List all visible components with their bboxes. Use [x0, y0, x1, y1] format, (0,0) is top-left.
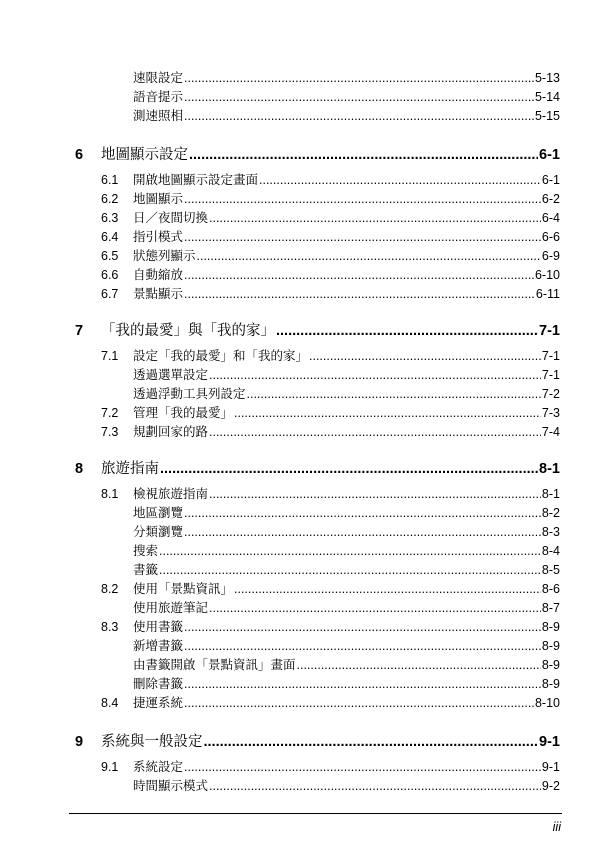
toc-entry[interactable]	[0, 695, 560, 711]
toc-entry-number: 6.7	[101, 287, 119, 301]
toc-entry-number: 6.1	[101, 173, 119, 187]
toc-leader-dots	[184, 695, 534, 711]
toc-entry-page: 7-3	[541, 406, 560, 420]
toc-entry-page: 8-1	[541, 487, 560, 501]
toc-chapter-number: 6	[75, 147, 84, 163]
toc-chapter[interactable]	[0, 322, 560, 340]
toc-entry-page: 8-6	[541, 582, 560, 596]
toc-entry-page: 8-2	[541, 506, 560, 520]
toc-entry-title: 地區瀏覽	[133, 506, 184, 520]
toc-entry[interactable]	[0, 424, 560, 440]
toc-leader-dots	[247, 386, 541, 402]
toc-entry-page: 6-11	[535, 287, 560, 301]
toc-leader-dots	[209, 210, 541, 226]
toc-entry-page: 7-2	[541, 387, 560, 401]
toc-entry[interactable]	[0, 543, 560, 559]
toc-leader-dots	[184, 70, 534, 86]
toc-entry-title: 分類瀏覽	[133, 525, 184, 539]
toc-leader-dots	[184, 619, 541, 635]
toc-entry[interactable]	[0, 581, 560, 597]
toc-entry-page: 7-4	[541, 425, 560, 439]
toc-leader-dots	[184, 267, 534, 283]
toc-entry[interactable]	[0, 600, 560, 616]
toc-entry-page: 6-4	[541, 211, 560, 225]
toc-entry-number: 6.3	[101, 211, 119, 225]
toc-chapter[interactable]	[0, 733, 560, 751]
toc-entry[interactable]	[0, 267, 560, 283]
toc-entry-title: 由書籤開啟「景點資訊」畫面	[133, 658, 296, 672]
toc-entry-number: 7.1	[101, 349, 119, 363]
toc-entry[interactable]	[0, 405, 560, 421]
toc-entry[interactable]	[0, 108, 560, 124]
toc-leader-dots	[209, 367, 541, 383]
toc-entry[interactable]	[0, 778, 560, 794]
toc-entry[interactable]	[0, 70, 560, 86]
toc-entry[interactable]	[0, 676, 560, 692]
toc-entry[interactable]	[0, 172, 560, 188]
toc-entry-title: 使用「景點資訊」	[133, 582, 234, 596]
toc-entry-title: 檢視旅遊指南	[133, 487, 209, 501]
toc-entry-title: 狀態列顯示	[133, 249, 196, 263]
toc-leader-dots	[184, 191, 541, 207]
toc-entry[interactable]	[0, 505, 560, 521]
toc-entry-title: 測速照相	[133, 109, 184, 123]
toc-chapter-title: 系統與一般設定	[101, 734, 203, 750]
toc-entry-title: 時間顯示模式	[133, 779, 209, 793]
toc-chapter-page: 7-1	[539, 323, 560, 339]
toc-entry[interactable]	[0, 89, 560, 105]
toc-entry-title: 刪除書籤	[133, 677, 184, 691]
toc-entry[interactable]	[0, 348, 560, 364]
toc-entry-page: 6-1	[541, 173, 560, 187]
toc-chapter-number: 7	[75, 323, 84, 339]
toc-entry[interactable]	[0, 562, 560, 578]
toc-entry[interactable]	[0, 524, 560, 540]
toc-entry-page: 6-9	[541, 249, 560, 263]
toc-chapter-number: 8	[75, 461, 84, 477]
toc-entry-page: 6-6	[541, 230, 560, 244]
toc-entry-page: 5-13	[534, 71, 560, 85]
toc-leader-dots	[184, 108, 534, 124]
toc-leader-dots	[197, 248, 541, 264]
toc-leader-dots	[184, 638, 541, 654]
toc-entry[interactable]	[0, 191, 560, 207]
toc-entry-page: 7-1	[541, 368, 560, 382]
toc-chapter-number: 9	[75, 734, 84, 750]
toc-chapter[interactable]	[0, 146, 560, 164]
toc-leader-dots	[159, 543, 541, 559]
toc-entry-page: 5-15	[534, 109, 560, 123]
toc-entry-page: 8-9	[541, 658, 560, 672]
toc-entry-number: 8.4	[101, 696, 119, 710]
toc-chapter[interactable]	[0, 460, 560, 478]
toc-entry-number: 6.6	[101, 268, 119, 282]
toc-entry[interactable]	[0, 619, 560, 635]
toc-entry-page: 8-7	[541, 601, 560, 615]
toc-entry-title: 速限設定	[133, 71, 184, 85]
toc-chapter-page: 6-1	[539, 147, 560, 163]
toc-entry[interactable]	[0, 657, 560, 673]
toc-entry-page: 8-10	[534, 696, 560, 710]
toc-leader-dots	[159, 562, 541, 578]
toc-leader-dots	[184, 286, 535, 302]
footer-divider	[69, 813, 562, 814]
toc-entry[interactable]	[0, 486, 560, 502]
toc-entry-page: 8-3	[541, 525, 560, 539]
toc-entry-page: 7-1	[541, 349, 560, 363]
toc-leader-dots	[184, 505, 541, 521]
toc-leader-dots	[209, 486, 541, 502]
toc-entry[interactable]	[0, 229, 560, 245]
toc-entry-title: 設定「我的最愛」和「我的家」	[133, 349, 309, 363]
toc-leader-dots	[184, 676, 541, 692]
toc-entry-number: 6.4	[101, 230, 119, 244]
toc-entry-page: 9-1	[541, 760, 560, 774]
toc-entry-number: 9.1	[101, 760, 119, 774]
toc-entry-number: 8.3	[101, 620, 119, 634]
toc-entry[interactable]	[0, 386, 560, 402]
toc-entry[interactable]	[0, 248, 560, 264]
toc-leader-dots	[209, 600, 541, 616]
toc-entry-page: 8-9	[541, 620, 560, 634]
toc-leader-dots	[184, 759, 541, 775]
toc-leader-dots	[160, 460, 538, 478]
toc-entry-number: 7.3	[101, 425, 119, 439]
toc-entry[interactable]	[0, 286, 560, 302]
toc-leader-dots	[276, 322, 538, 340]
toc-entry-title: 書籤	[133, 563, 159, 577]
toc-entry-number: 8.1	[101, 487, 119, 501]
toc-chapter-title: 「我的最愛」與「我的家」	[101, 323, 275, 339]
toc-entry-number: 6.5	[101, 249, 119, 263]
toc-leader-dots	[234, 405, 541, 421]
toc-leader-dots	[259, 172, 541, 188]
toc-entry-number: 6.2	[101, 192, 119, 206]
toc-entry-page: 8-5	[541, 563, 560, 577]
toc-entry-title: 使用旅遊筆記	[133, 601, 209, 615]
toc-entry-title: 地圖顯示	[133, 192, 184, 206]
toc-chapter-title: 旅遊指南	[101, 461, 159, 477]
toc-leader-dots	[209, 424, 541, 440]
toc-entry-title: 開啟地圖顯示設定畫面	[133, 173, 259, 187]
toc-leader-dots	[189, 146, 538, 164]
toc-entry-page: 8-4	[541, 544, 560, 558]
toc-entry-number: 7.2	[101, 406, 119, 420]
toc-entry-page: 6-2	[541, 192, 560, 206]
toc-leader-dots	[209, 778, 541, 794]
toc-entry-page: 8-9	[541, 677, 560, 691]
toc-entry[interactable]	[0, 367, 560, 383]
toc-entry-title: 使用書籤	[133, 620, 184, 634]
toc-entry-title: 透過選單設定	[133, 368, 209, 382]
toc-entry-title: 搜索	[133, 544, 159, 558]
toc-entry-page: 9-2	[541, 779, 560, 793]
toc-entry-title: 自動縮放	[133, 268, 184, 282]
toc-chapter-page: 9-1	[539, 734, 560, 750]
toc-leader-dots	[184, 229, 541, 245]
toc-entry-page: 8-9	[541, 639, 560, 653]
toc-chapter-page: 8-1	[539, 461, 560, 477]
toc-leader-dots	[309, 348, 541, 364]
toc-entry-title: 新增書籤	[133, 639, 184, 653]
toc-leader-dots	[297, 657, 541, 673]
toc-entry[interactable]	[0, 210, 560, 226]
toc-leader-dots	[234, 581, 541, 597]
toc-entry[interactable]	[0, 759, 560, 775]
toc-leader-dots	[204, 733, 539, 751]
toc-entry-title: 捷運系統	[133, 696, 184, 710]
toc-entry-page: 5-14	[534, 90, 560, 104]
toc-chapter-title: 地圖顯示設定	[101, 147, 188, 163]
toc-entry-title: 管理「我的最愛」	[133, 406, 234, 420]
toc-entry-title: 語音提示	[133, 90, 184, 104]
toc-entry-title: 規劃回家的路	[133, 425, 209, 439]
toc-entry[interactable]	[0, 638, 560, 654]
toc-entry-number: 8.2	[101, 582, 119, 596]
toc-entry-title: 日／夜間切換	[133, 211, 209, 225]
toc-leader-dots	[184, 89, 534, 105]
toc-entry-page: 6-10	[534, 268, 560, 282]
toc-entry-title: 景點顯示	[133, 287, 184, 301]
toc-leader-dots	[184, 524, 541, 540]
toc-entry-title: 透過浮動工具列設定	[133, 387, 246, 401]
toc-entry-title: 指引模式	[133, 230, 184, 244]
toc-entry-title: 系統設定	[133, 760, 184, 774]
footer-page-number: iii	[552, 820, 561, 834]
